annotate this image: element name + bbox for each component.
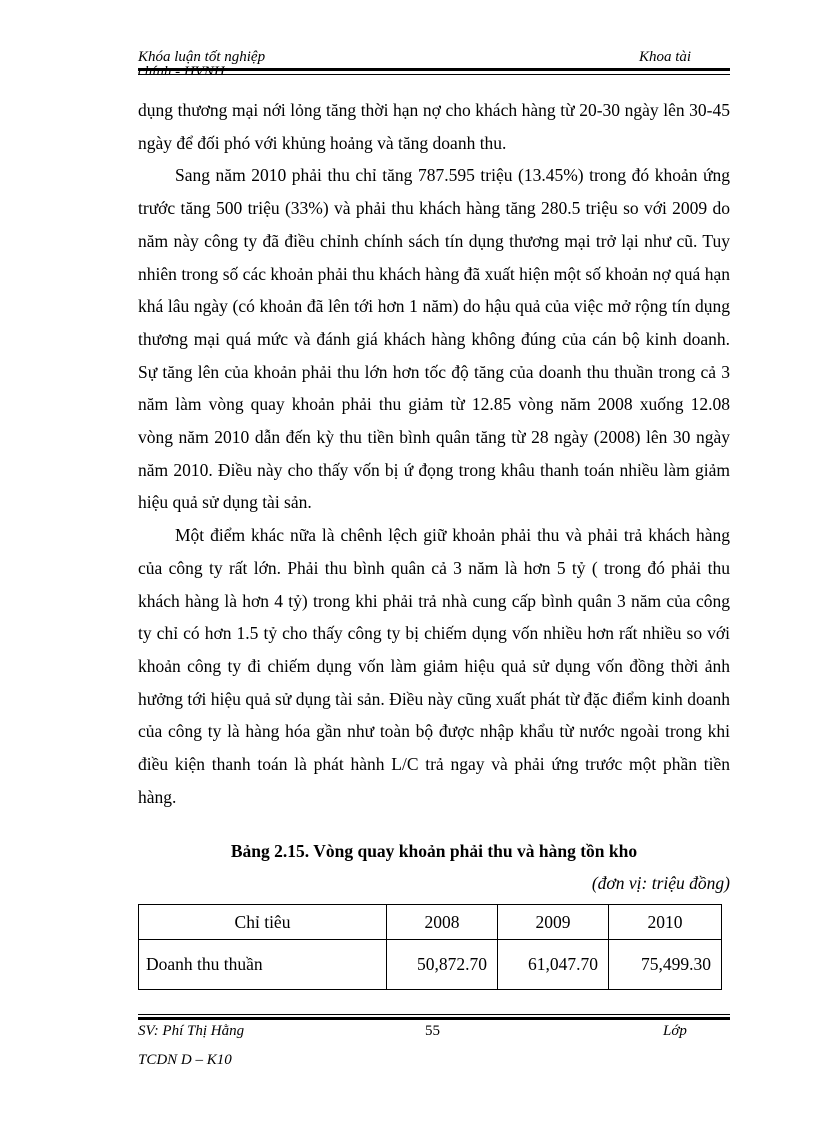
table-header-cell: 2008 bbox=[387, 905, 498, 940]
table-header-row bbox=[139, 905, 722, 940]
table-caption: Bảng 2.15. Vòng quay khoản phải thu và hàng tồn kho bbox=[230, 841, 638, 861]
table-header-cell: 2009 bbox=[498, 905, 609, 940]
footer-student-name: SV: Phí Thị Hằng bbox=[138, 1023, 245, 1039]
table-header-cell: Chỉ tiêu bbox=[139, 905, 387, 940]
table-cell: 50,872.70 bbox=[387, 940, 498, 990]
paragraph: dụng thương mại nới lỏng tăng thời hạn nợ cho khách hàng từ 20-30 ngày lên 30-45 ngày để đối phó với khủng hoảng và tăng doanh thu. bbox=[138, 100, 730, 153]
footer-rule-thick bbox=[138, 1017, 730, 1020]
header-right-text: Khoa tài bbox=[639, 49, 692, 65]
paragraph: Sang năm 2010 phải thu chỉ tăng 787.595 triệu (13.45%) trong đó khoản ứng trước tăng 500 triệu (33%) và phải thu khách hàng tăng 280.5 triệu so với 2009 do năm này công ty đã điều chỉnh chính sách tín dụng thương mại trở lại như cũ. Tuy nhiên trong số các khoản phải thu khách hàng đã xuất hiện một số khoản nợ quá hạn khá lâu ngày (có khoản đã lên tới hơn 1 năm) do hậu quả của việc mở rộng tín dụng thương mại quá mức và đánh giá khách hàng không đúng của cán bộ kinh doanh. Sự tăng lên của khoản phải thu lớn hơn tốc độ tăng của doanh thu thuần trong cả 3 năm làm vòng quay khoản phải thu giảm từ 12.85 vòng năm 2008 xuống 12.08 vòng năm 2010 dẫn đến kỳ thu tiền bình quân tăng từ 28 ngày (2008) lên 30 ngày năm 2010. Điều này cho thấy vốn bị ứ đọng trong khâu thanh toán nhiều làm giảm hiệu quả sử dụng tài sản. bbox=[138, 165, 730, 513]
table-unit: (đơn vị: triệu đồng) bbox=[591, 873, 730, 893]
paragraph: Một điểm khác nữa là chênh lệch giữ khoản phải thu và phải trả khách hàng của công ty rất lớn. Phải thu bình quân cả 3 năm là hơn 5 tỷ ( trong đó phải thu khách hàng là hơn 4 tỷ) trong khi phải trả nhà cung cấp bình quân 3 năm của công ty chỉ có hơn 1.5 tỷ cho thấy công ty bị chiếm dụng vốn nhiều hơn rất nhiều so với khoản công ty đi chiếm dụng vốn làm giảm hiệu quả sử dụng vốn đồng thời ảnh hưởng tới hiệu quả sử dụng tài sản. Điều này cũng xuất phát từ đặc điểm kinh doanh của công ty là hàng hóa gần như toàn bộ được nhập khẩu từ nước ngoài trong khi điều kiện thanh toán là phát hành L/C trả ngay và phải ứng trước một phần tiền hàng. bbox=[138, 525, 730, 807]
table-row bbox=[139, 940, 722, 990]
table-header-cell: 2010 bbox=[609, 905, 722, 940]
body-text bbox=[138, 94, 730, 813]
header-rule-thick bbox=[138, 68, 730, 71]
table-cell: 61,047.70 bbox=[498, 940, 609, 990]
page-number: 55 bbox=[425, 1023, 440, 1039]
footer-class-label: Lớp bbox=[663, 1023, 687, 1039]
header-rule-thin bbox=[138, 74, 730, 75]
footer-rule-thin bbox=[138, 1014, 730, 1015]
header-left-text: Khóa luận tốt nghiệp bbox=[138, 49, 266, 65]
table-cell: 75,499.30 bbox=[609, 940, 722, 990]
footer-class-code: TCDN D – K10 bbox=[138, 1052, 232, 1068]
table-cell: Doanh thu thuần bbox=[139, 940, 387, 990]
data-table bbox=[138, 904, 722, 990]
